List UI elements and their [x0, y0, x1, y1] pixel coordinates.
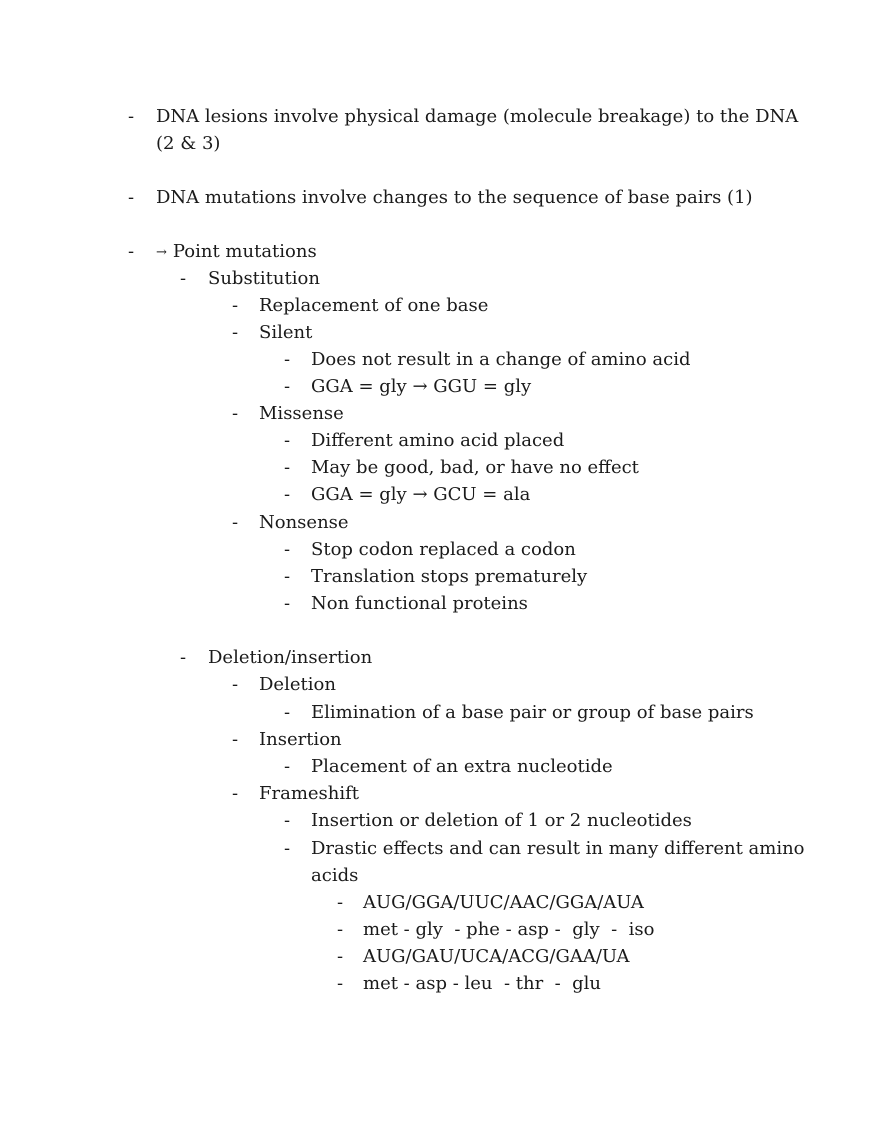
- bullet-dash: -: [284, 838, 291, 859]
- bullet-dash: -: [232, 783, 239, 804]
- nonsense-nonfunctional-text: Non functional proteins: [311, 593, 528, 614]
- bullet-dash: -: [284, 756, 291, 777]
- bullet-dash: -: [337, 946, 344, 967]
- bullet-dash: -: [284, 539, 291, 560]
- bullet-dash: -: [337, 973, 344, 994]
- bullet-dash: -: [284, 702, 291, 723]
- bullet-dash: -: [337, 892, 344, 913]
- replacement-text: Replacement of one base: [259, 295, 489, 316]
- nonsense-translation-text: Translation stops prematurely: [311, 566, 588, 587]
- deletion-insertion-text: Deletion/insertion: [208, 647, 373, 668]
- bullet-dash: -: [180, 647, 187, 668]
- bullet-dash: -: [128, 106, 135, 127]
- frameshift-effects-line2: acids: [311, 865, 359, 886]
- codons-original-text: AUG/GGA/UUC/AAC/GGA/AUA: [363, 892, 644, 913]
- bullet-dash: -: [232, 512, 239, 533]
- missense-text: Missense: [259, 403, 344, 424]
- bullet-dash: -: [284, 810, 291, 831]
- missense-example-text: GGA = gly → GCU = ala: [311, 484, 531, 505]
- silent-example-text: GGA = gly → GGU = gly: [311, 376, 532, 397]
- aminos-original-text: met - gly - phe - asp - gly - iso: [363, 919, 655, 940]
- point-mutations-text: [156, 238, 317, 267]
- point-mutations-label: Point mutations: [172, 241, 317, 262]
- bullet-dash: -: [284, 484, 291, 505]
- nonsense-text: Nonsense: [259, 512, 349, 533]
- frameshift-text: Frameshift: [259, 783, 360, 804]
- bullet-dash: -: [284, 430, 291, 451]
- bullet-dash: -: [128, 187, 135, 208]
- nonsense-stop-text: Stop codon replaced a codon: [311, 539, 576, 560]
- silent-no-change-text: Does not result in a change of amino acid: [311, 349, 691, 370]
- bullet-dash: -: [284, 349, 291, 370]
- bullet-dash: -: [284, 457, 291, 478]
- silent-text: Silent: [259, 322, 313, 343]
- bullet-dash: -: [232, 674, 239, 695]
- insertion-desc-text: Placement of an extra nucleotide: [311, 756, 613, 777]
- insertion-text: Insertion: [259, 729, 342, 750]
- bullet-dash: -: [232, 729, 239, 750]
- frameshift-desc-text: Insertion or deletion of 1 or 2 nucleotides: [311, 810, 692, 831]
- bullet-dash: -: [337, 919, 344, 940]
- lesions-text-line2: (2 & 3): [156, 133, 221, 154]
- bullet-dash: -: [232, 403, 239, 424]
- aminos-shifted-text: met - asp - leu - thr - glu: [363, 973, 602, 994]
- bullet-dash: -: [232, 322, 239, 343]
- deletion-text: Deletion: [259, 674, 336, 695]
- mutations-text: DNA mutations involve changes to the sequence of base pairs (1): [156, 187, 753, 208]
- missense-effect-text: May be good, bad, or have no effect: [311, 457, 639, 478]
- substitution-text: Substitution: [208, 268, 320, 289]
- codons-shifted-text: AUG/GAU/UCA/ACG/GAA/UA: [363, 946, 630, 967]
- deletion-desc-text: Elimination of a base pair or group of base pairs: [311, 702, 754, 723]
- bullet-dash: -: [180, 268, 187, 289]
- bullet-dash: -: [128, 241, 135, 262]
- bullet-dash: -: [284, 593, 291, 614]
- bullet-dash: -: [232, 295, 239, 316]
- missense-different-text: Different amino acid placed: [311, 430, 565, 451]
- frameshift-effects-line1: Drastic effects and can result in many different amino: [311, 838, 805, 859]
- bullet-dash: -: [284, 566, 291, 587]
- arrow-right-icon: →: [156, 245, 167, 260]
- lesions-text-line1: DNA lesions involve physical damage (molecule breakage) to the DNA: [156, 106, 799, 127]
- bullet-dash: -: [284, 376, 291, 397]
